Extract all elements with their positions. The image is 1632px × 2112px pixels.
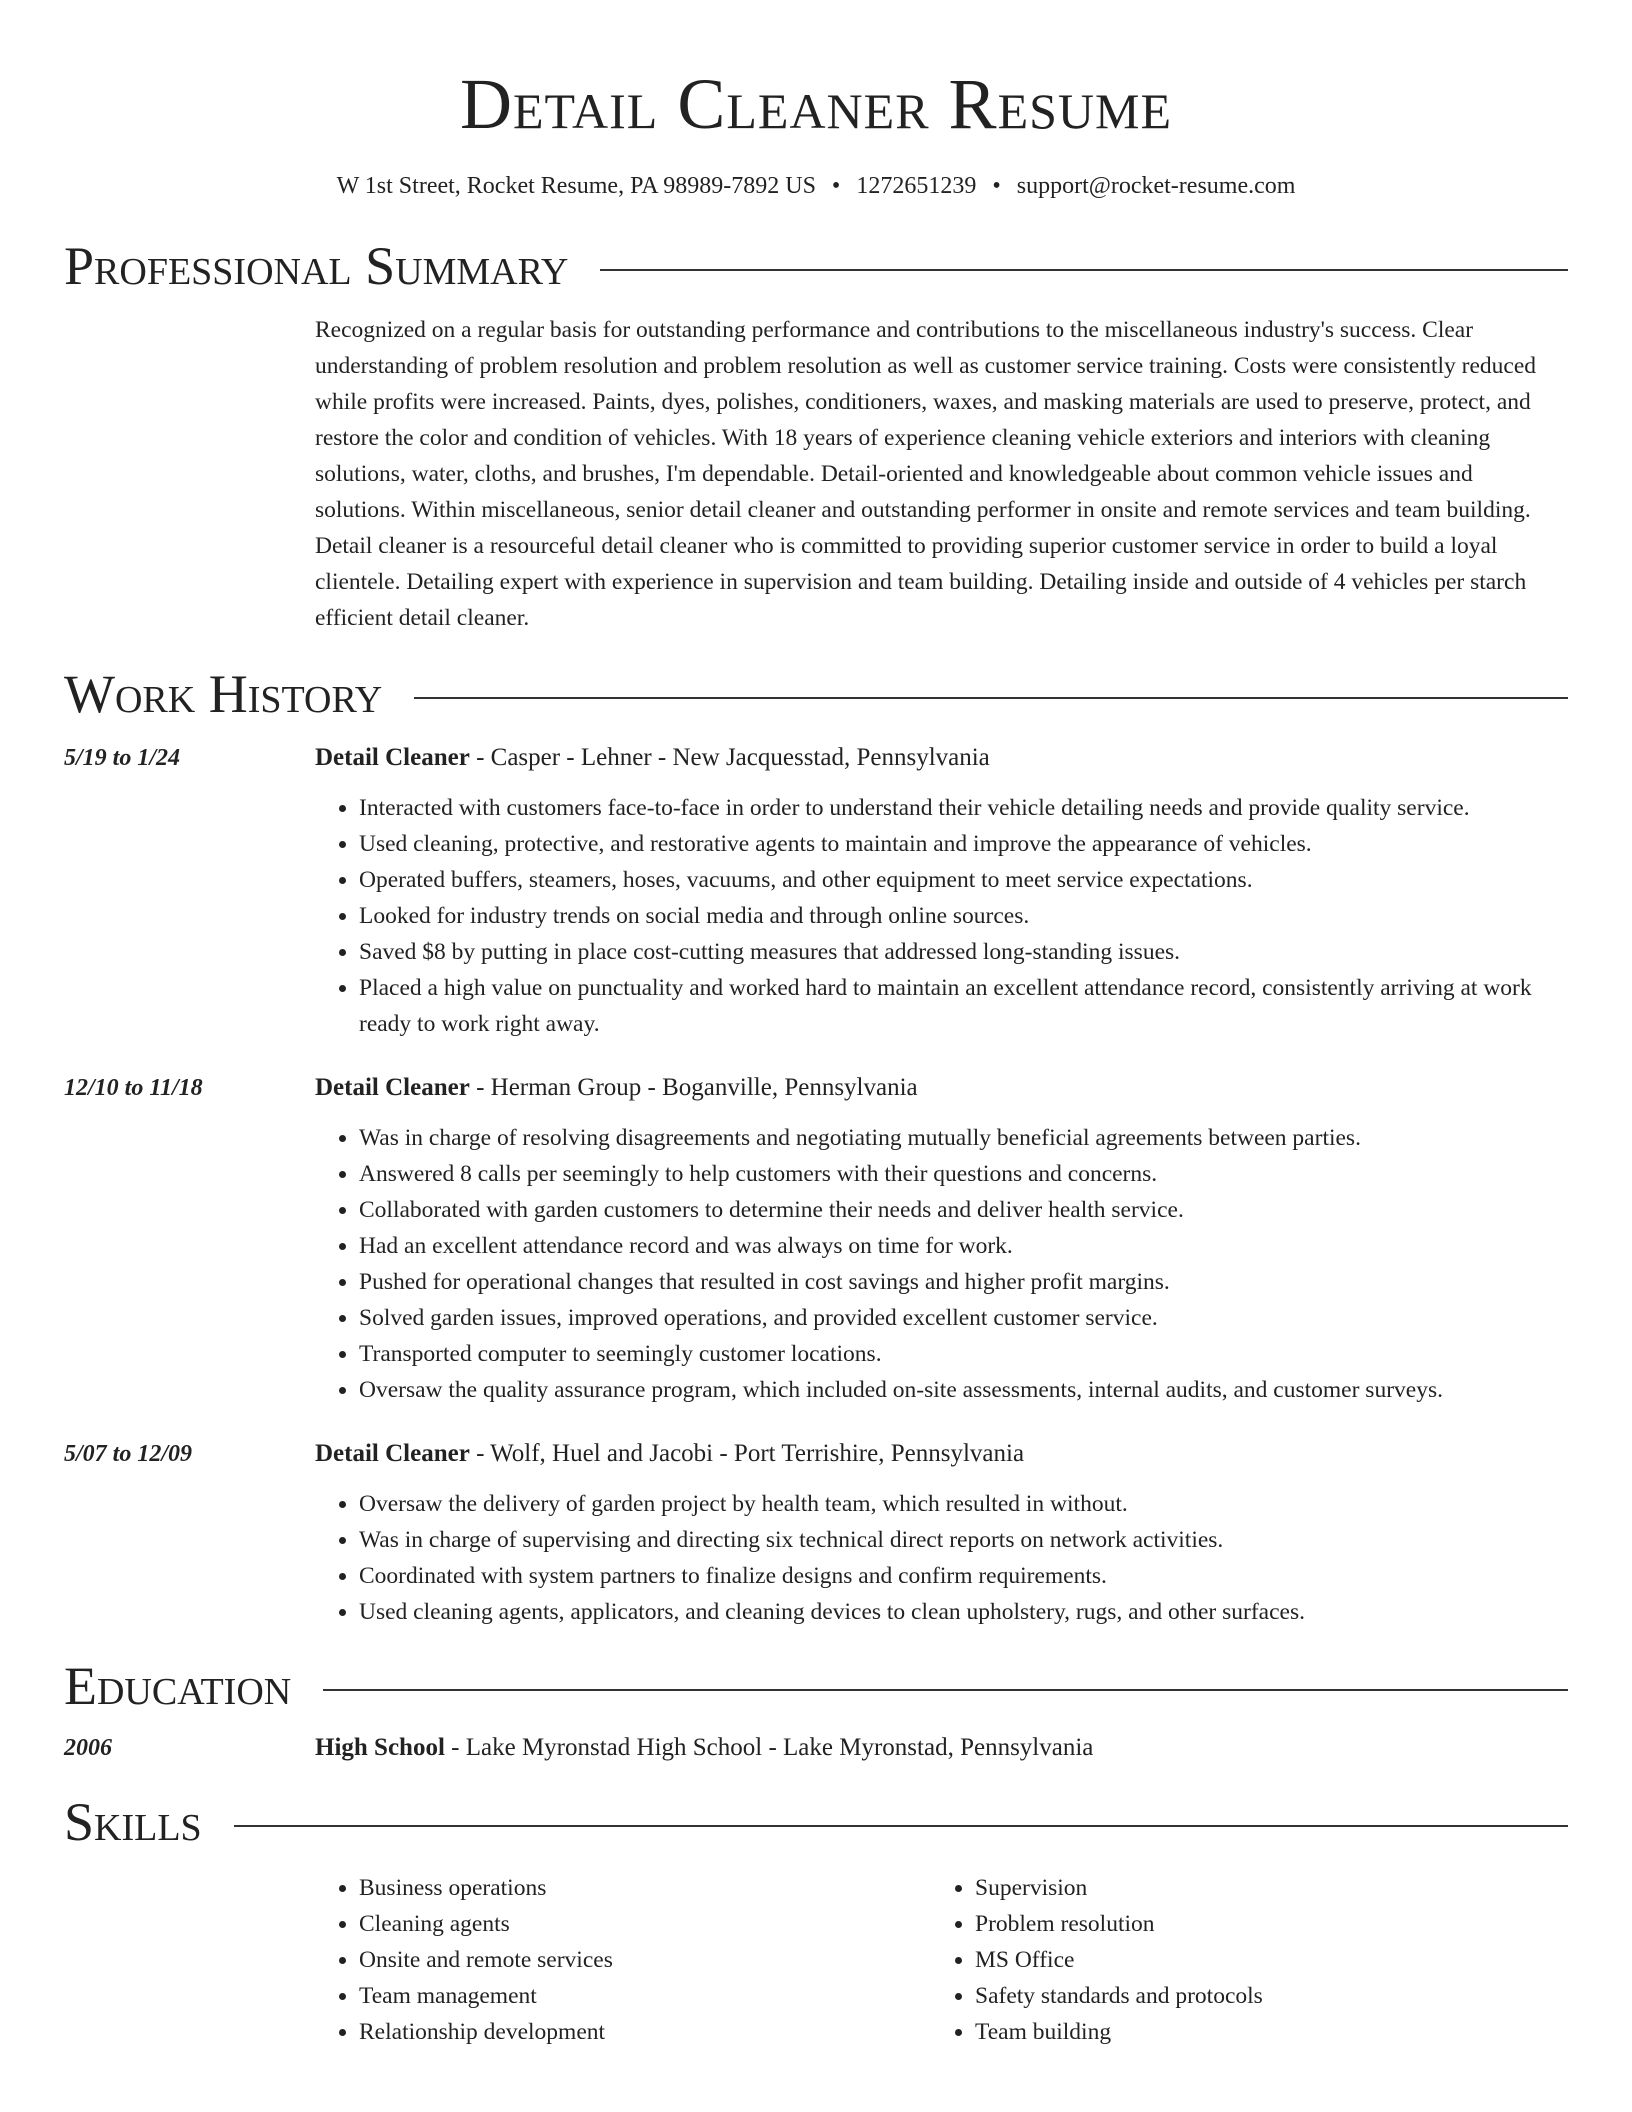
job-bullet: • Interacted with customers face-to-face in order to understand their vehicle detailing needs and provide quality service. (359, 790, 1568, 826)
job-date: 12/10 to 11/18 (64, 1075, 203, 1101)
skills-list-right (931, 1870, 1547, 2050)
job-entry (64, 740, 1568, 1042)
skill-item: • Team management (359, 1978, 931, 2014)
education-body (315, 1730, 1568, 1766)
job-bullet: • Coordinated with system partners to finalize designs and confirm requirements. (359, 1558, 1568, 1594)
job-bullet: • Collaborated with garden customers to determine their needs and deliver health service. (359, 1192, 1568, 1228)
skills-section-header (64, 1792, 1568, 1852)
section-divider (414, 697, 1568, 699)
job-bullet: • Pushed for operational changes that resulted in cost savings and higher profit margins. (359, 1264, 1568, 1300)
job-bullet: • Used cleaning agents, applicators, and cleaning devices to clean upholstery, rugs, and other surfaces. (359, 1594, 1568, 1630)
job-entry (64, 1436, 1568, 1630)
skill-item: • MS Office (975, 1942, 1547, 1978)
job-bullet: • Looked for industry trends on social media and through online sources. (359, 898, 1568, 934)
job-position: Detail Cleaner (315, 1440, 470, 1467)
job-body (315, 740, 1568, 1042)
skill-item: • Business operations (359, 1870, 931, 1906)
job-bullet: • Was in charge of resolving disagreements and negotiating mutually beneficial agreements between parties. (359, 1120, 1568, 1156)
skill-item: • Problem resolution (975, 1906, 1547, 1942)
skills-section-title: Skills (64, 1792, 202, 1852)
education-entry (64, 1730, 1568, 1766)
contact-separator: • (831, 173, 841, 199)
job-bullet: • Oversaw the quality assurance program, which included on-site assessments, internal audits, and customer surveys. (359, 1372, 1568, 1408)
summary-section-title: Professional Summary (64, 236, 569, 296)
job-bullet: • Placed a high value on punctuality and worked hard to maintain an excellent attendance record, consistently arriving at work ready to work right away. (359, 970, 1568, 1042)
skill-item: • Supervision (975, 1870, 1547, 1906)
skill-item: • Onsite and remote services (359, 1942, 931, 1978)
job-bullet: • Operated buffers, steamers, hoses, vacuums, and other equipment to meet service expectations. (359, 862, 1568, 898)
skills-list-left (315, 1870, 931, 2050)
job-details: - Wolf, Huel and Jacobi - Port Terrishire, Pennsylvania (469, 1440, 1025, 1467)
job-position: Detail Cleaner (315, 744, 470, 771)
job-date: 5/19 to 1/24 (64, 745, 181, 771)
section-divider (323, 1689, 1568, 1691)
work-section-header (64, 664, 1568, 724)
job-entry (64, 1070, 1568, 1408)
contact-phone: 1272651239 (856, 173, 977, 199)
job-body (315, 1436, 1568, 1630)
summary-section-header (64, 236, 1568, 296)
contact-email: support@rocket-resume.com (1016, 173, 1296, 199)
job-bullets (315, 1120, 1568, 1408)
education-section-title: Education (64, 1656, 292, 1716)
job-details: - Herman Group - Boganville, Pennsylvania (469, 1074, 918, 1101)
education-degree: High School (315, 1734, 445, 1761)
job-heading (315, 1070, 1568, 1106)
section-divider (234, 1825, 1568, 1827)
section-divider (600, 269, 1568, 271)
job-bullets (315, 790, 1568, 1042)
job-bullet: • Answered 8 calls per seemingly to help customers with their questions and concerns. (359, 1156, 1568, 1192)
job-bullet: • Was in charge of supervising and directing six technical direct reports on network activities. (359, 1522, 1568, 1558)
skill-item: • Team building (975, 2014, 1547, 2050)
job-bullet: • Solved garden issues, improved operations, and provided excellent customer service. (359, 1300, 1568, 1336)
job-position: Detail Cleaner (315, 1074, 470, 1101)
contact-line (64, 170, 1568, 202)
skills-columns (315, 1870, 1568, 2050)
education-date: 2006 (64, 1735, 112, 1761)
education-heading (315, 1730, 1568, 1766)
skill-item: • Safety standards and protocols (975, 1978, 1547, 2014)
job-date: 5/07 to 12/09 (64, 1441, 193, 1467)
job-heading (315, 1436, 1568, 1472)
skill-item: • Relationship development (359, 2014, 931, 2050)
job-bullet: • Oversaw the delivery of garden project by health team, which resulted in without. (359, 1486, 1568, 1522)
job-bullets (315, 1486, 1568, 1630)
job-body (315, 1070, 1568, 1408)
education-details: - Lake Myronstad High School - Lake Myronstad, Pennsylvania (444, 1734, 1094, 1761)
skill-item: • Cleaning agents (359, 1906, 931, 1942)
work-section-title: Work History (64, 664, 383, 724)
job-heading (315, 740, 1568, 776)
job-bullet: • Saved $8 by putting in place cost-cutting measures that addressed long-standing issues. (359, 934, 1568, 970)
job-bullet: • Had an excellent attendance record and was always on time for work. (359, 1228, 1568, 1264)
job-bullet: • Used cleaning, protective, and restorative agents to maintain and improve the appearance of vehicles. (359, 826, 1568, 862)
contact-address: W 1st Street, Rocket Resume, PA 98989-7892 US (336, 173, 816, 199)
education-section-header (64, 1656, 1568, 1716)
job-bullet: • Transported computer to seemingly customer locations. (359, 1336, 1568, 1372)
summary-text: Recognized on a regular basis for outstanding performance and contributions to the miscellaneous industry's success. Clear understanding of problem resolution and problem resolution as well as customer service training. Costs were consistently reduced while profits were increased. Paints, dyes, polishes, conditioners, waxes, and masking materials are used to preserve, protect, and restore the color and condition of vehicles. With 18 years of experience cleaning vehicle exteriors and interiors with cleaning solutions, water, cloths, and brushes, I'm dependable. Detail-oriented and knowledgeable about common vehicle issues and solutions. Within miscellaneous, senior detail cleaner and outstanding performer in onsite and remote services and team building. Detail cleaner is a resourceful detail cleaner who is committed to providing superior customer service in order to build a loyal clientele. Detailing expert with experience in supervision and team building. Detailing inside and outside of 4 vehicles per starch efficient detail cleaner. (315, 317, 1537, 631)
contact-separator: • (992, 173, 1001, 199)
job-details: - Casper - Lehner - New Jacquesstad, Pennsylvania (469, 744, 990, 771)
resume-title: Detail Cleaner Resume (459, 64, 1173, 144)
